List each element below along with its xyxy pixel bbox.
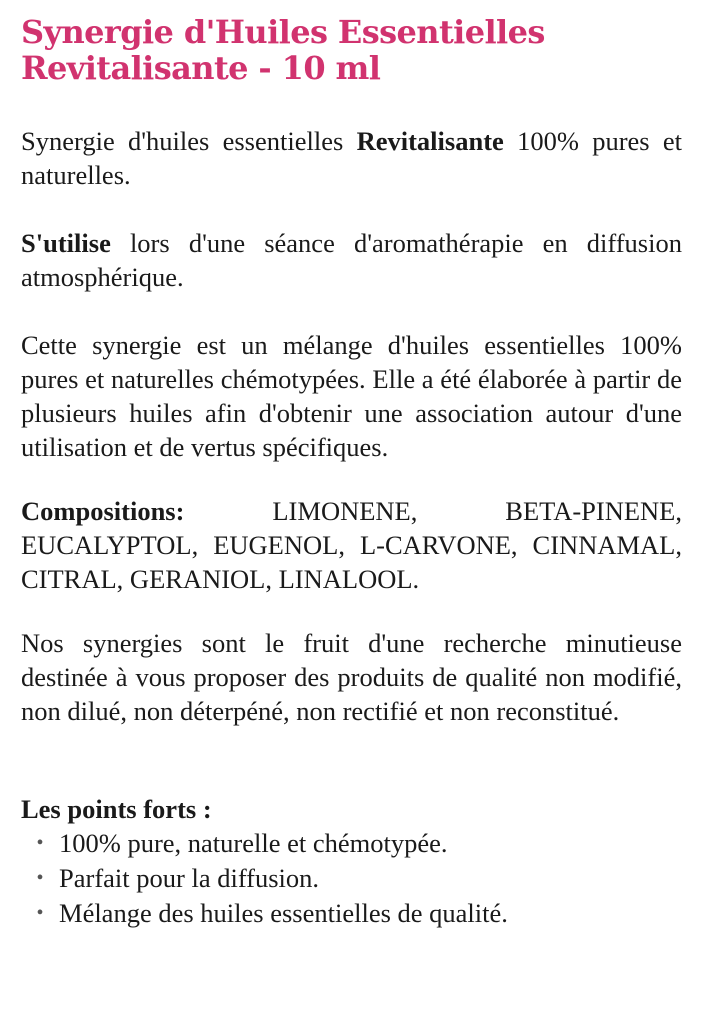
intro-product-name: Revitalisante bbox=[356, 126, 504, 156]
quality-paragraph: Nos synergies sont le fruit d'une recherche minutieuse destinée à vous proposer des produits de qualité non modifié, non dilué, non déterpéné, non rectifié et non reconstitué. bbox=[21, 628, 682, 726]
usage-label: S'utilise bbox=[21, 228, 111, 258]
strength-item-text: Mélange des huiles essentielles de qualité. bbox=[59, 898, 508, 928]
intro-text-end: 100% pures et naturelles. bbox=[21, 126, 682, 190]
usage-paragraph bbox=[21, 226, 682, 294]
strength-item-text: Parfait pour la diffusion. bbox=[59, 863, 320, 893]
strengths-list bbox=[21, 826, 682, 931]
intro-text-start: Synergie d'huiles essentielles bbox=[21, 126, 357, 156]
bullet-icon: • bbox=[36, 902, 44, 924]
description-paragraph: Cette synergie est un mélange d'huiles essentielles 100% pures et naturelles chémotypées. Elle a été élaborée à partir de plusieurs huiles afin d'obtenir une association autour d'une utilisation et de vertus spécifiques. bbox=[21, 330, 682, 462]
compositions-list: LIMONENE, BETA-PINENE, EUCALYPTOL, EUGENOL, L-CARVONE, CINNAMAL, CITRAL, GERANIOL, LINALOOL. bbox=[21, 496, 682, 594]
strength-item bbox=[33, 861, 682, 896]
intro-paragraph bbox=[21, 124, 682, 192]
product-title bbox=[21, 14, 682, 86]
product-title-line-1: Synergie d'Huiles Essentielles bbox=[21, 13, 545, 51]
bullet-icon: • bbox=[36, 867, 44, 889]
compositions-label: Compositions: bbox=[21, 496, 185, 526]
compositions-paragraph bbox=[21, 494, 682, 596]
bullet-icon: • bbox=[36, 832, 44, 854]
strength-item bbox=[33, 826, 682, 861]
usage-text: lors d'une séance d'aromathérapie en diffusion atmosphérique. bbox=[21, 228, 682, 292]
strength-item bbox=[33, 896, 682, 931]
strengths-heading: Les points forts : bbox=[21, 794, 212, 824]
product-title-line-2: Revitalisante - 10 ml bbox=[21, 49, 381, 87]
strength-item-text: 100% pure, naturelle et chémotypée. bbox=[59, 828, 448, 858]
